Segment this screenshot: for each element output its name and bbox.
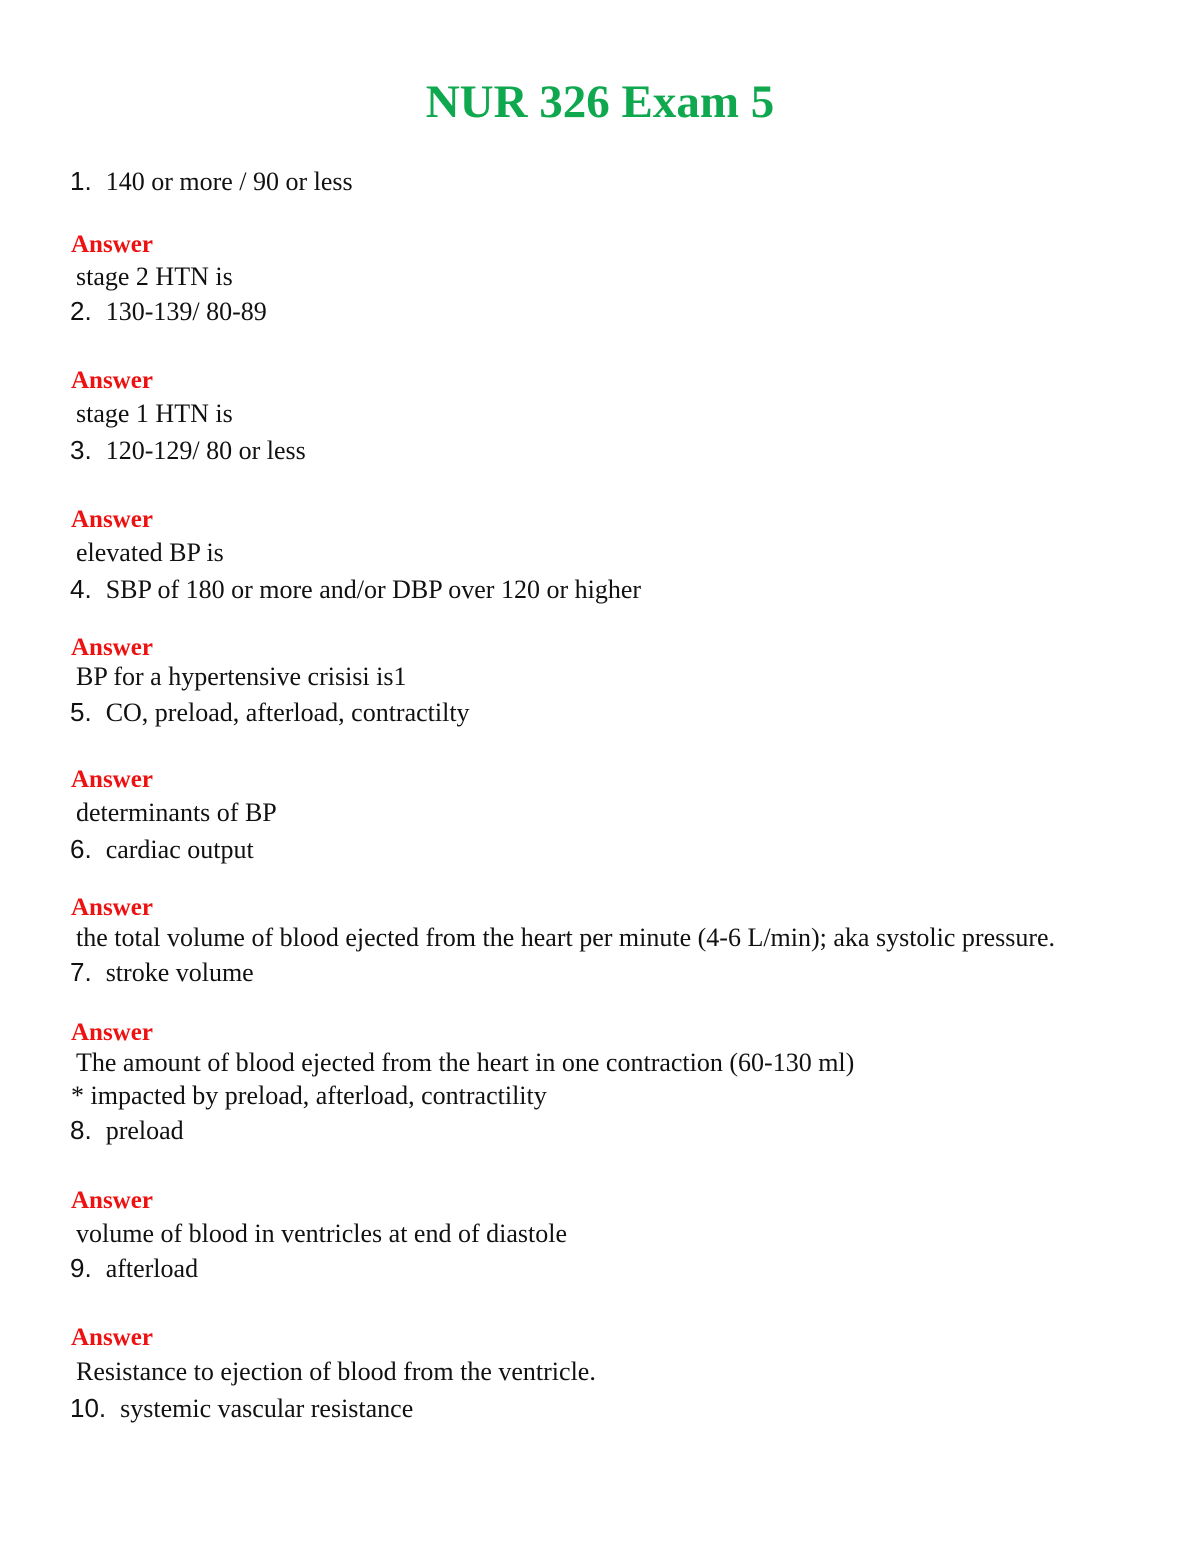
page-title: NUR 326 Exam 5 (425, 76, 775, 128)
answer-text: * impacted by preload, afterload, contractility (71, 1081, 547, 1110)
question-number: 8. (70, 1115, 92, 1145)
question-item (70, 434, 306, 467)
question-number: 10. (70, 1393, 107, 1423)
answer-label: Answer (71, 506, 153, 533)
answer-label: Answer (71, 634, 153, 661)
answer-text: stage 1 HTN is (76, 399, 233, 428)
answer-label: Answer (71, 1019, 153, 1046)
question-number: 9. (70, 1253, 92, 1283)
question-item (70, 1252, 198, 1285)
answer-text: BP for a hypertensive crisisi is1 (76, 662, 407, 691)
answer-label: Answer (71, 231, 153, 258)
question-text: preload (105, 1116, 184, 1145)
question-item (70, 1392, 413, 1425)
answer-text: The amount of blood ejected from the heart in one contraction (60-130 ml) (76, 1048, 855, 1077)
question-item (70, 833, 254, 866)
question-text: SBP of 180 or more and/or DBP over 120 or higher (105, 575, 642, 604)
question-text: afterload (105, 1254, 199, 1283)
question-item (70, 1114, 184, 1147)
question-number: 4. (70, 574, 92, 604)
question-item (70, 295, 267, 328)
question-text: cardiac output (105, 835, 254, 864)
answer-label: Answer (71, 367, 153, 394)
answer-label: Answer (71, 1324, 153, 1351)
answer-text: determinants of BP (76, 798, 277, 827)
question-item (70, 696, 470, 729)
answer-label: Answer (71, 766, 153, 793)
question-text: 130-139/ 80-89 (105, 297, 267, 326)
answer-text: elevated BP is (76, 538, 224, 567)
question-number: 1. (70, 166, 92, 196)
question-text: 140 or more / 90 or less (105, 167, 353, 196)
answer-text: stage 2 HTN is (76, 262, 233, 291)
question-number: 5. (70, 697, 92, 727)
answer-text: volume of blood in ventricles at end of diastole (76, 1219, 567, 1248)
question-text: 120-129/ 80 or less (105, 436, 306, 465)
question-text: stroke volume (105, 958, 254, 987)
answer-text: Resistance to ejection of blood from the ventricle. (76, 1357, 596, 1386)
question-item (70, 165, 353, 198)
question-number: 2. (70, 296, 92, 326)
answer-label: Answer (71, 1187, 153, 1214)
answer-text: the total volume of blood ejected from the heart per minute (4-6 L/min); aka systolic pressure. (76, 923, 1056, 952)
question-number: 3. (70, 435, 92, 465)
question-item (70, 956, 254, 989)
question-text: CO, preload, afterload, contractilty (105, 698, 470, 727)
question-item (70, 573, 641, 606)
question-number: 6. (70, 834, 92, 864)
question-text: systemic vascular resistance (120, 1394, 414, 1423)
question-number: 7. (70, 957, 92, 987)
answer-label: Answer (71, 894, 153, 921)
